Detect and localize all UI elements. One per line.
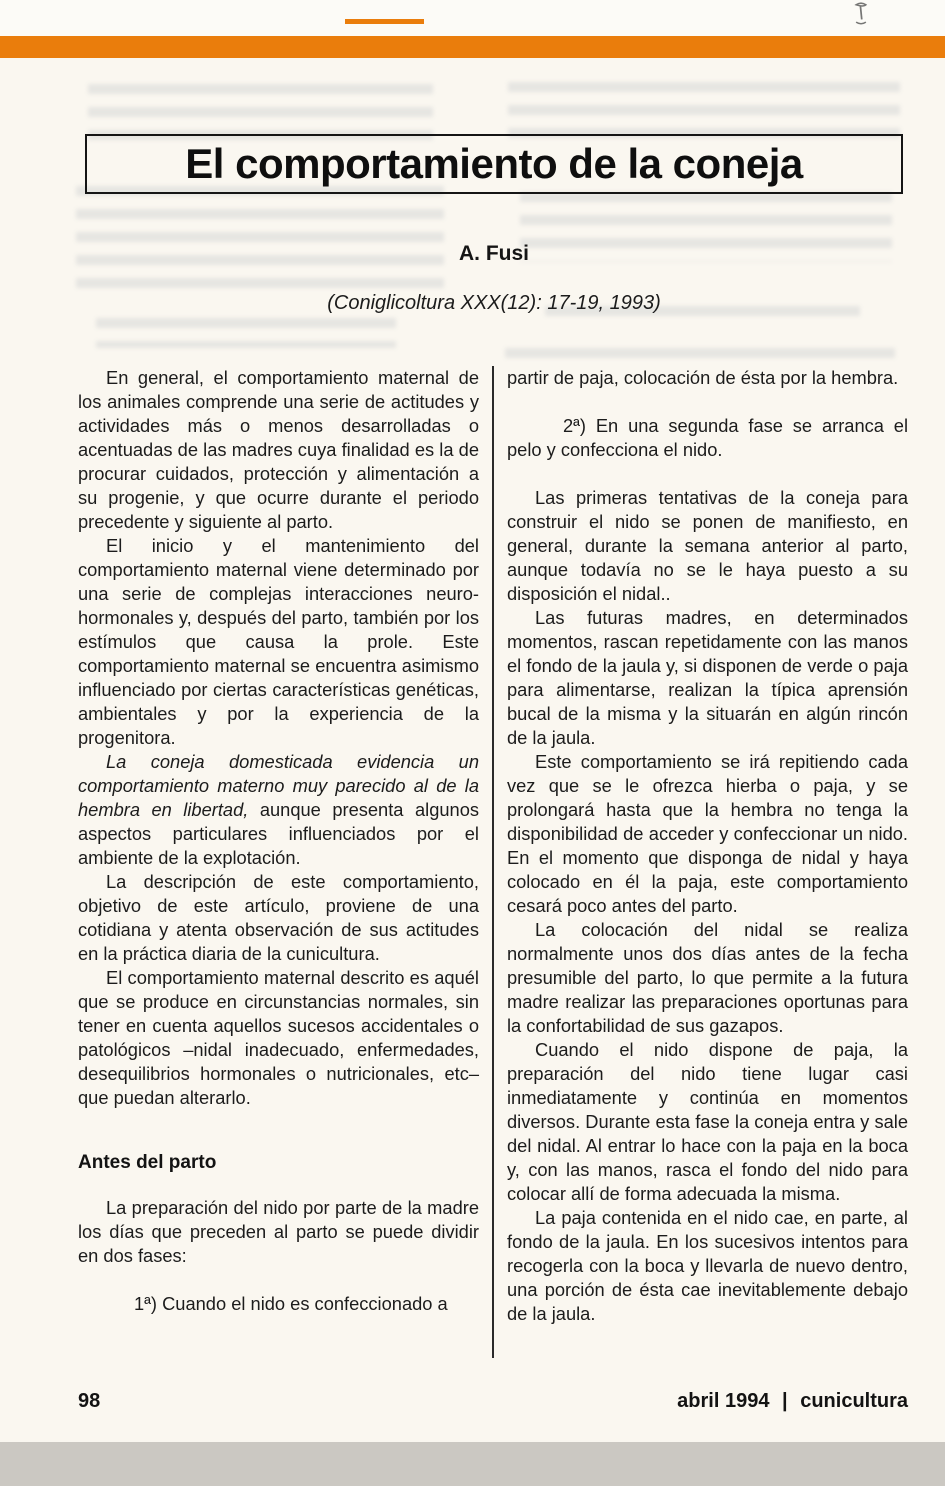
paragraph: La paja contenida en el nido cae, en parte, al fondo de la jaula. En los sucesivos intentos para recogerla con la boca y llevarla de nuevo dentro, una porción de ésta cae inevitablemente debajo de la jaula. (507, 1207, 908, 1324)
top-margin-strip (0, 0, 945, 36)
page-footer (78, 1390, 908, 1413)
showthrough-text-block (508, 82, 900, 140)
paragraph: La colocación del nidal se realiza normalmente unos dos días antes de la fecha presumible del parto, lo que permite a la futura madre realizar las preparaciones oportunas para la confortabilidad de sus gazapos. (507, 919, 908, 1036)
showthrough-text-block (96, 318, 396, 348)
article-citation: (Coniglicoltura XXX(12): 17-19, 1993) (327, 292, 661, 314)
paragraph: 2ª) En una segunda fase se arranca el pelo y confecciona el nido. (507, 415, 908, 460)
orange-header-bar (0, 36, 945, 58)
section-heading: Antes del parto (78, 1152, 217, 1173)
scanner-bottom-edge (0, 1442, 945, 1486)
paragraph: Este comportamiento se irá repitiendo cada vez que se le ofrezca hierba o paja, y se prolongará hasta que la hembra no tenga la disponibilidad de acceder y confeccionar un nido. En el momento que disponga de nidal y haya colocado en él la paja, este comportamiento cesará poco antes del parto. (507, 751, 908, 916)
paragraph: partir de paja, colocación de ésta por la hembra. (507, 367, 899, 388)
paragraph: Las futuras madres, en determinados momentos, rascan repetidamente con las manos el fondo de la jaula y, si disponen de verde o paja para alimentarse, realizan la típica aprensión bucal de la misma y la situarán en algún rincón de la jaula. (507, 607, 908, 748)
paragraph: 1ª) Cuando el nido es confeccionado a (134, 1293, 448, 1314)
paragraph: La coneja domesticada evidencia un comportamiento materno muy parecido al de la hembra en libertad, aunque presenta algunos aspectos particulares influenciados por el ambiente de la explotación. (78, 751, 480, 868)
paragraph: Las primeras tentativas de la coneja para construir el nido se ponen de manifiesto, en general, durante la semana anterior al parto, aunque todavía no se le haya puesto a su disposición el nidal.. (507, 487, 908, 604)
issue-date: abril 1994 (677, 1390, 770, 1412)
footer-separator: | (782, 1390, 788, 1412)
page-number: 98 (78, 1390, 101, 1412)
article-title-box (85, 134, 903, 194)
left-column (78, 366, 479, 1326)
showthrough-text-block (505, 348, 895, 362)
paragraph: Cuando el nido dispone de paja, la preparación del nido tiene lugar casi inmediatamente y continúa en momentos diversos. Durante esta fase la coneja entra y sale del nidal. Al entrar lo hace con la paja en la boca y, con las manos, rasca el fondo del nido para colocar allí de forma adecuada la misma. (507, 1039, 908, 1204)
page-title: El comportamiento de la coneja (185, 140, 803, 187)
magazine-name: cunicultura (800, 1390, 908, 1412)
paragraph: La descripción de este comportamiento, objetivo de este artículo, proviene de una cotidiana y atenta observación de sus actitudes en la práctica diaria de la cunicultura. (78, 871, 479, 964)
paragraph: El comportamiento maternal descrito es aquél que se produce en circunstancias normales, sin tener en cuenta aquellos sucesos accidentales o patológicos –nidal inadecuado, enfermedades, desequilibrios hormonales o nutricionales, etc– que puedan alterarlo. (78, 967, 479, 1108)
paragraph: En general, el comportamiento maternal de los animales comprende una serie de actitudes y actividades más o menos desarrolladas o acentuadas de las madres cuya finalidad es la de procurar cuidados, protección y alimentación a su progenie, y que ocurre durante el periodo precedente y siguiente al parto. (78, 367, 479, 532)
article-author: A. Fusi (458, 242, 529, 265)
orange-tick-rule (345, 19, 424, 24)
paragraph: El inicio y el mantenimiento del comportamiento maternal viene determinado por una serie de complejas interacciones neuro-hormonales y, después del parto, también por los estímulos que causa la prole. Este comportamiento maternal se encuentra asimismo influenciado por ciertas características genéticas, ambientales y por la experiencia de la progenitora. (78, 535, 479, 748)
printer-ornament-icon (848, 1, 874, 27)
paragraph: La preparación del nido por parte de la madre los días que preceden al parto se puede dividir en dos fases: (78, 1197, 479, 1266)
showthrough-text-block (88, 84, 433, 140)
column-divider-rule (492, 366, 494, 1358)
showthrough-text-block (76, 186, 444, 294)
issue-credit (677, 1390, 908, 1413)
right-column (507, 366, 908, 1326)
